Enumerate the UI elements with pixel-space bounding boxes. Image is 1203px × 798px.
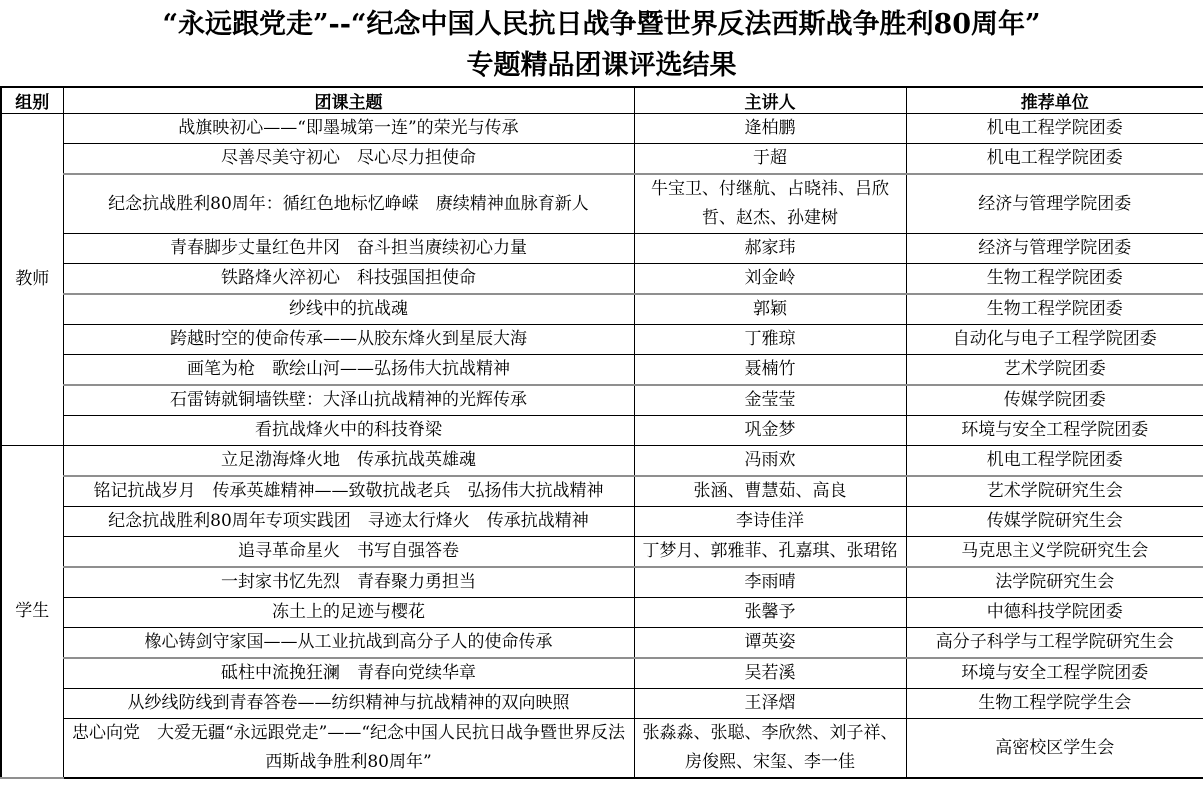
table-row bbox=[1, 446, 1203, 477]
page-title-line1: “永远跟党走”--“纪念中国人民抗日战争暨世界反法西斯战争胜利80周年” bbox=[162, 9, 1041, 40]
table-row bbox=[1, 507, 1203, 537]
unit-cell: 传媒学院研究生会 bbox=[906, 507, 1203, 537]
group-cell: 学生 bbox=[1, 446, 63, 779]
speaker-cell: 谭英姿 bbox=[634, 628, 906, 659]
table-row bbox=[1, 174, 1203, 234]
unit-cell: 高分子科学与工程学院研究生会 bbox=[906, 628, 1203, 659]
theme-cell: 铭记抗战岁月 传承英雄精神——致敬抗战老兵 弘扬伟大抗战精神 bbox=[63, 476, 634, 507]
theme-cell: 跨越时空的使命传承——从胶东烽火到星辰大海 bbox=[63, 325, 634, 355]
unit-cell: 自动化与电子工程学院团委 bbox=[906, 325, 1203, 355]
table-row bbox=[1, 567, 1203, 598]
speaker-cell: 王泽熠 bbox=[634, 689, 906, 719]
speaker-cell: 冯雨欢 bbox=[634, 446, 906, 477]
unit-cell: 传媒学院团委 bbox=[906, 385, 1203, 416]
unit-cell: 机电工程学院团委 bbox=[906, 114, 1203, 144]
theme-cell: 追寻革命星火 书写自强答卷 bbox=[63, 537, 634, 568]
unit-cell: 环境与安全工程学院团委 bbox=[906, 416, 1203, 446]
speaker-cell: 巩金梦 bbox=[634, 416, 906, 446]
unit-cell: 机电工程学院团委 bbox=[906, 446, 1203, 477]
speaker-cell: 吴若溪 bbox=[634, 658, 906, 689]
unit-cell: 生物工程学院团委 bbox=[906, 294, 1203, 325]
unit-cell: 环境与安全工程学院团委 bbox=[906, 658, 1203, 689]
speaker-cell: 于超 bbox=[634, 144, 906, 175]
table-row bbox=[1, 294, 1203, 325]
unit-cell: 经济与管理学院团委 bbox=[906, 174, 1203, 234]
table-row bbox=[1, 385, 1203, 416]
unit-cell: 机电工程学院团委 bbox=[906, 144, 1203, 175]
col-header-theme: 团课主题 bbox=[63, 87, 634, 114]
theme-cell: 立足渤海烽火地 传承抗战英雄魂 bbox=[63, 446, 634, 477]
table-row bbox=[1, 476, 1203, 507]
speaker-cell: 李诗佳洋 bbox=[634, 507, 906, 537]
theme-cell: 一封家书忆先烈 青春聚力勇担当 bbox=[63, 567, 634, 598]
table-row bbox=[1, 598, 1203, 628]
speaker-cell: 聂楠竹 bbox=[634, 355, 906, 386]
theme-cell: 纪念抗战胜利80周年：循红色地标忆峥嵘 赓续精神血脉育新人 bbox=[63, 174, 634, 234]
theme-cell: 砥柱中流挽狂澜 青春向党续华章 bbox=[63, 658, 634, 689]
table-row bbox=[1, 264, 1203, 295]
speaker-cell: 金莹莹 bbox=[634, 385, 906, 416]
unit-cell: 艺术学院团委 bbox=[906, 355, 1203, 386]
unit-cell: 法学院研究生会 bbox=[906, 567, 1203, 598]
col-header-group: 组别 bbox=[1, 87, 63, 114]
speaker-cell: 张馨予 bbox=[634, 598, 906, 628]
unit-cell: 艺术学院研究生会 bbox=[906, 476, 1203, 507]
theme-cell: 石雷铸就铜墙铁壁：大泽山抗战精神的光辉传承 bbox=[63, 385, 634, 416]
page-title bbox=[0, 0, 1203, 86]
unit-cell: 生物工程学院团委 bbox=[906, 264, 1203, 295]
theme-cell: 看抗战烽火中的科技脊梁 bbox=[63, 416, 634, 446]
table-row bbox=[1, 144, 1203, 175]
speaker-cell: 丁雅琼 bbox=[634, 325, 906, 355]
theme-cell: 忠心向党 大爱无疆“永远跟党走”——“纪念中国人民抗日战争暨世界反法西斯战争胜利80周年” bbox=[63, 719, 634, 779]
theme-cell: 画笔为枪 歌绘山河——弘扬伟大抗战精神 bbox=[63, 355, 634, 386]
table-row bbox=[1, 416, 1203, 446]
col-header-speaker: 主讲人 bbox=[634, 87, 906, 114]
speaker-cell: 张淼淼、张聪、李欣然、刘子祥、房俊熙、宋玺、李一佳 bbox=[634, 719, 906, 779]
unit-cell: 马克思主义学院研究生会 bbox=[906, 537, 1203, 568]
col-header-unit: 推荐单位 bbox=[906, 87, 1203, 114]
theme-cell: 冻土上的足迹与樱花 bbox=[63, 598, 634, 628]
unit-cell: 经济与管理学院团委 bbox=[906, 234, 1203, 264]
table-row bbox=[1, 325, 1203, 355]
theme-cell: 纱线中的抗战魂 bbox=[63, 294, 634, 325]
theme-cell: 战旗映初心——“即墨城第一连”的荣光与传承 bbox=[63, 114, 634, 144]
theme-cell: 橡心铸剑守家国——从工业抗战到高分子人的使命传承 bbox=[63, 628, 634, 659]
speaker-cell: 郝家玮 bbox=[634, 234, 906, 264]
theme-cell: 纪念抗战胜利80周年专项实践团 寻迹太行烽火 传承抗战精神 bbox=[63, 507, 634, 537]
unit-cell: 高密校区学生会 bbox=[906, 719, 1203, 779]
group-cell: 教师 bbox=[1, 114, 63, 446]
table-row bbox=[1, 114, 1203, 144]
page-title-line2: 专题精品团课评选结果 bbox=[466, 50, 737, 81]
speaker-cell: 牛宝卫、付继航、占晓祎、吕欣哲、赵杰、孙建树 bbox=[634, 174, 906, 234]
table-row bbox=[1, 719, 1203, 779]
table-row bbox=[1, 628, 1203, 659]
unit-cell: 生物工程学院学生会 bbox=[906, 689, 1203, 719]
theme-cell: 铁路烽火淬初心 科技强国担使命 bbox=[63, 264, 634, 295]
speaker-cell: 丁梦月、郭雅菲、孔嘉琪、张珺铭 bbox=[634, 537, 906, 568]
speaker-cell: 李雨晴 bbox=[634, 567, 906, 598]
header-row bbox=[1, 87, 1203, 114]
table-row bbox=[1, 537, 1203, 568]
speaker-cell: 逄柏鹏 bbox=[634, 114, 906, 144]
table-row bbox=[1, 234, 1203, 264]
theme-cell: 从纱线防线到青春答卷——纺织精神与抗战精神的双向映照 bbox=[63, 689, 634, 719]
speaker-cell: 刘金岭 bbox=[634, 264, 906, 295]
unit-cell: 中德科技学院团委 bbox=[906, 598, 1203, 628]
results-table-body bbox=[1, 114, 1203, 779]
speaker-cell: 张涵、曹慧茹、高良 bbox=[634, 476, 906, 507]
theme-cell: 尽善尽美守初心 尽心尽力担使命 bbox=[63, 144, 634, 175]
table-row bbox=[1, 658, 1203, 689]
table-row bbox=[1, 689, 1203, 719]
theme-cell: 青春脚步丈量红色井冈 奋斗担当赓续初心力量 bbox=[63, 234, 634, 264]
table-row bbox=[1, 355, 1203, 386]
speaker-cell: 郭颖 bbox=[634, 294, 906, 325]
results-table bbox=[0, 86, 1203, 779]
